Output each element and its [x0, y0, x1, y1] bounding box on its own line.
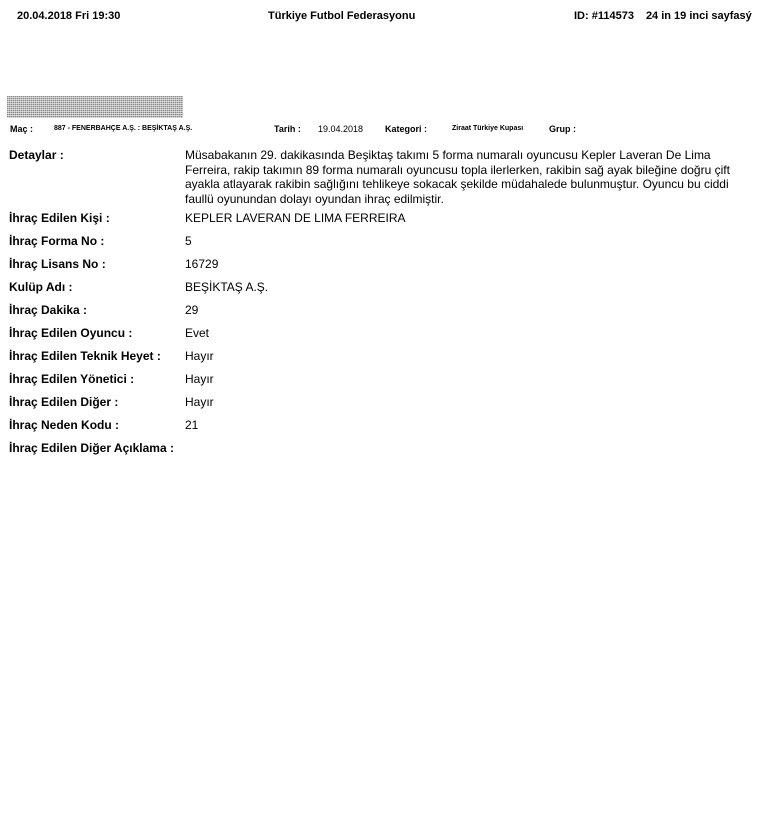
document-id-page-info — [574, 10, 752, 22]
ihrac-forma-no-label: İhraç Forma No : — [9, 234, 105, 248]
ihrac-edilen-diger-label: İhraç Edilen Diğer : — [9, 395, 119, 409]
ihrac-edilen-kisi-value: KEPLER LAVERAN DE LIMA FERREIRA — [185, 211, 406, 225]
kulup-adi-value: BEŞİKTAŞ A.Ş. — [185, 280, 269, 294]
ihrac-edilen-teknik-heyet-value: Hayır — [185, 349, 214, 363]
kategori-label: Kategori : — [385, 124, 428, 134]
ihrac-edilen-yonetici-label: İhraç Edilen Yönetici : — [9, 372, 135, 386]
ihrac-dakika-value: 29 — [185, 303, 199, 317]
page-info: 24 in 19 inci sayfasý — [645, 10, 752, 22]
kulup-adi-label: Kulüp Adı : — [9, 280, 73, 294]
grup-label: Grup : — [549, 124, 576, 134]
ihrac-dakika-label: İhraç Dakika : — [9, 303, 88, 317]
ihrac-lisans-no-label: İhraç Lisans No : — [9, 257, 106, 271]
ihrac-edilen-kisi-label: İhraç Edilen Kişi : — [9, 211, 110, 225]
mac-value: 887 - FENERBAHÇE A.Ş. : BEŞİKTAŞ A.Ş. — [54, 125, 193, 132]
print-datetime: 20.04.2018 Fri 19:30 — [17, 10, 121, 22]
ihrac-edilen-diger-value: Hayır — [185, 395, 214, 409]
ihrac-neden-kodu-value: 21 — [185, 418, 199, 432]
ihrac-lisans-no-value: 16729 — [185, 257, 219, 271]
organization-name: Türkiye Futbol Federasyonu — [268, 10, 416, 22]
kategori-value: Ziraat Türkiye Kupası — [452, 125, 524, 132]
details-label: Detaylar : — [9, 148, 64, 162]
tarih-label: Tarih : — [274, 124, 301, 134]
mac-label: Maç : — [10, 124, 34, 134]
ihrac-edilen-teknik-heyet-label: İhraç Edilen Teknik Heyet : — [9, 349, 161, 363]
document-id: ID: #114573 — [574, 10, 634, 22]
ihrac-edilen-diger-aciklama-label: İhraç Edilen Diğer Açıklama : — [9, 441, 174, 455]
redacted-title-block — [7, 96, 183, 118]
ihrac-edilen-oyuncu-value: Evet — [185, 326, 210, 340]
ihrac-neden-kodu-label: İhraç Neden Kodu : — [9, 418, 120, 432]
ihrac-edilen-yonetici-value: Hayır — [185, 372, 214, 386]
details-text: Müsabakanın 29. dakikasında Beşiktaş takımı 5 forma numaralı oyuncusu Kepler Laveran De Lima Ferreira, rakip takımın 89 forma numaralı oyuncusu topla ilerlerken, rakibin sağ ayak bileğine doğru çift ayakla atlayarak rakibin sağlığını tehlikeye sokacak şekilde müdahalede bulunmuştur. Oyuncu bu ciddi faullü oyunundan dolayı oyundan ihraç edilmiştir. — [185, 148, 730, 206]
ihrac-forma-no-value: 5 — [185, 234, 192, 248]
tarih-value: 19.04.2018 — [318, 124, 364, 134]
ihrac-edilen-oyuncu-label: İhraç Edilen Oyuncu : — [9, 326, 133, 340]
